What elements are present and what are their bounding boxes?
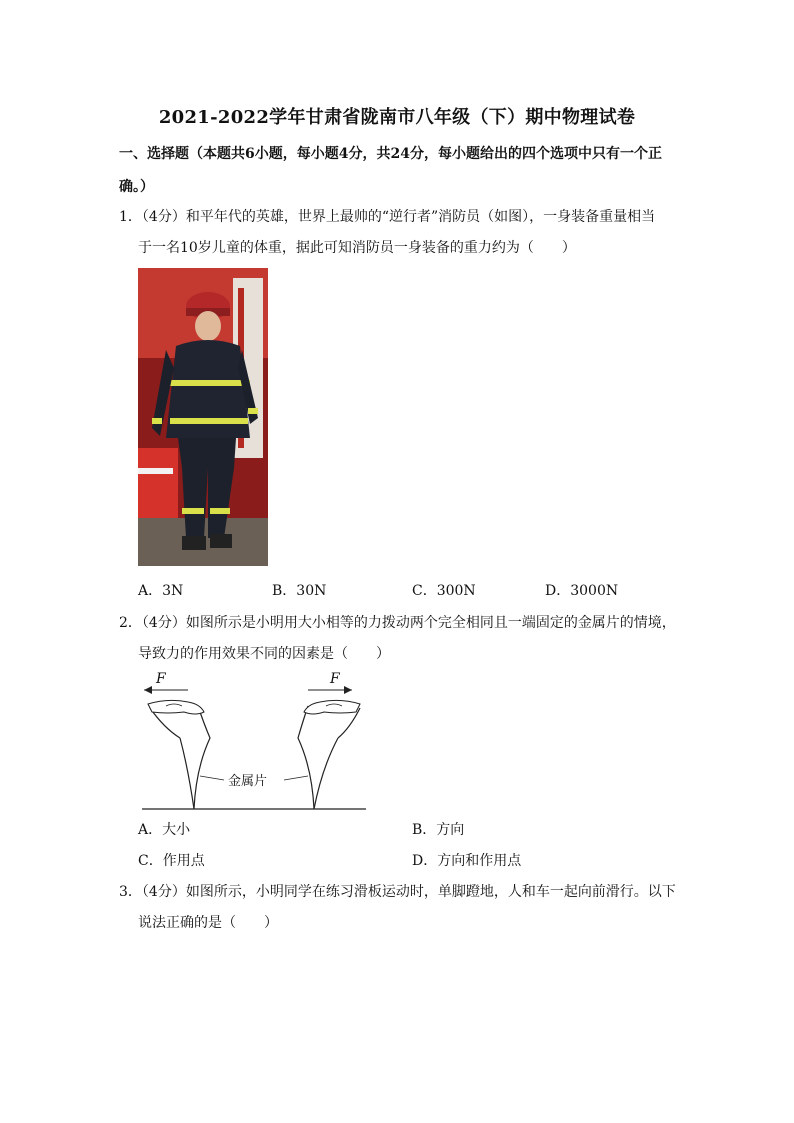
left-hand — [148, 700, 204, 714]
q2-option-a: A．大小 — [138, 822, 191, 838]
q1-option-d: D．3000N — [545, 583, 619, 599]
question-2-text-cont: 导致力的作用效果不同的因素是（ ） — [138, 646, 390, 662]
q2-option-c: C．作用点 — [138, 853, 205, 869]
metal-strip-diagram — [138, 668, 370, 814]
metal-strip-label: 金属片 — [228, 774, 268, 789]
q1-option-b: B．30N — [272, 583, 327, 599]
left-force-label: F — [156, 671, 166, 687]
q2-option-d: D．方向和作用点 — [412, 853, 522, 869]
section-heading-cont: 确。） — [119, 179, 154, 195]
section-heading: 一、选择题（本题共6小题，每小题4分，共24分，每小题给出的四个选项中只有一个正 — [119, 146, 662, 162]
q1-option-a: A．3N — [138, 583, 184, 599]
q2-option-b: B．方向 — [412, 822, 465, 838]
right-metal-strip — [314, 738, 338, 809]
question-1-text: 1．（4分）和平年代的英雄，世界上最帅的“逆行者”消防员（如图），一身装备重量相当 — [119, 209, 656, 225]
right-force-label: F — [330, 671, 340, 687]
right-hand — [304, 700, 360, 714]
firefighter-photo — [138, 268, 268, 566]
question-1-text-cont: 于一名10岁儿童的体重，据此可知消防员一身装备的重力约为（ ） — [138, 240, 576, 256]
question-2-text: 2．（4分）如图所示是小明用大小相等的力拨动两个完全相同且一端固定的金属片的情境， — [119, 615, 676, 631]
question-3-text-cont: 说法正确的是（ ） — [138, 915, 278, 931]
question-3-text: 3．（4分）如图所示，小明同学在练习滑板运动时，单脚蹬地，人和车一起向前滑行。以下 — [119, 884, 676, 900]
page-title: 2021-2022学年甘肃省陇南市八年级（下）期中物理试卷 — [158, 107, 636, 128]
q1-option-c: C．300N — [412, 583, 476, 599]
left-metal-strip — [180, 738, 194, 809]
